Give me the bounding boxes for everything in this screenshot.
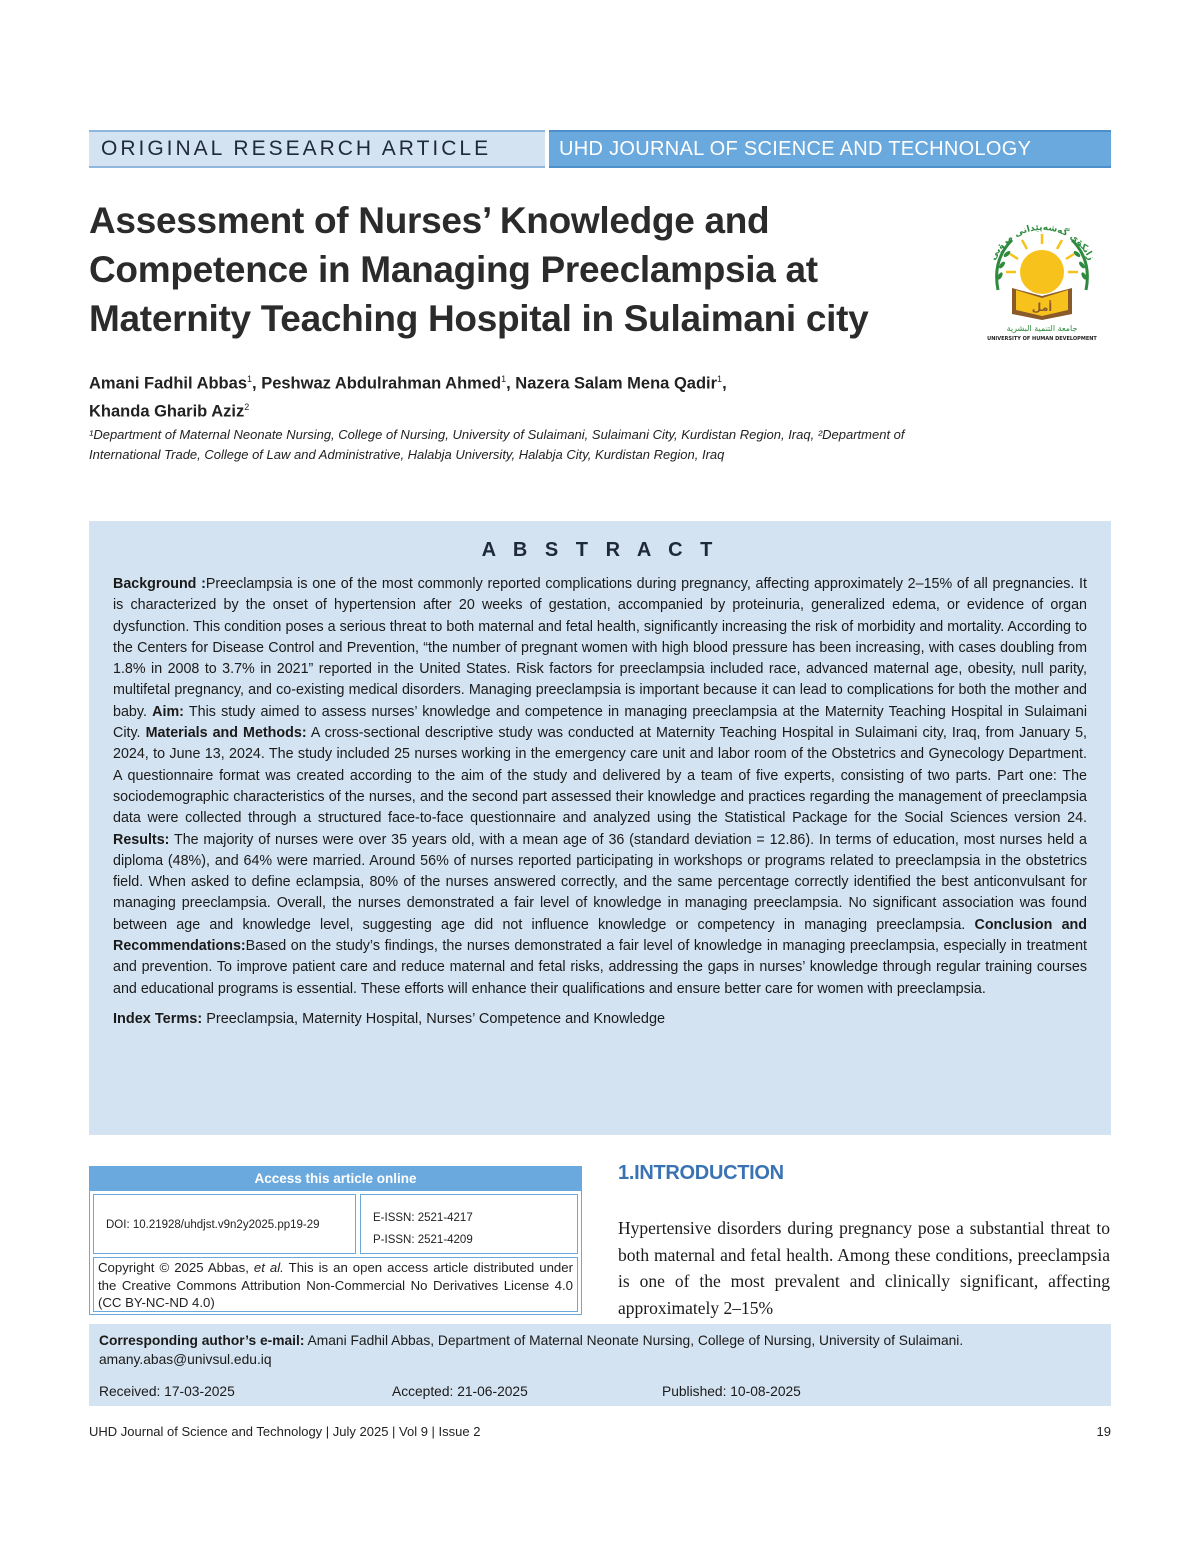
index-terms-text: Preeclampsia, Maternity Hospital, Nurses’ Competence and Knowledge <box>206 1010 666 1027</box>
issn-cell <box>360 1194 578 1254</box>
background-text: Preeclampsia is one of the most commonly reported complications during pregnancy, affecting approximately 2–15% of all pregnancies. It is characterized by the onset of hypertension after 20 weeks of gestation, accompanied by proteinuria, generalized edema, or evidence of organ dysfunction. This condition poses a serious threat to both maternal and fetal health, significantly increasing the risk of morbidity and mortality. According to the Centers for Disease Control and Prevention, “the number of pregnant women with high blood pressure has been increasing, with cases doubling from 1.8% in 2008 to 3.7% in 2021” reported in the United States. Risk factors for preeclampsia included race, advanced maternal age, obesity, null parity, multifetal pregnancy, and co-existing medical disorders. Managing preeclampsia is important because it can lead to complications for both the mother and baby. <box>113 576 1087 720</box>
received-date: Received: 17-03-2025 <box>99 1384 235 1399</box>
author-affiliation-mark: 2 <box>244 401 250 412</box>
journal-header-bar <box>89 130 1111 168</box>
author-separator: , <box>252 374 262 393</box>
index-terms-label: Index Terms: <box>113 1010 203 1027</box>
copyright-post: This is an open access article distributed under the Creative Commons Attribution Non-Commercial No Derivatives License 4.0 (CC BY-NC-ND 4.0) <box>98 1260 573 1310</box>
author-separator: , <box>506 374 516 393</box>
author-list <box>89 368 989 423</box>
author-affiliation-mark: 1 <box>501 374 507 384</box>
results-text: The majority of nurses were over 35 years old, with a mean age of 36 (standard deviation = 12.86). In terms of education, most nurses held a diploma (48%), and 64% were married. Around 56% of nurses reported participating in workshops or programs related to preeclampsia in the obstetrics field. When asked to define eclampsia, 80% of the nurses answered correctly, and the same percentage correctly identified the best anticonvulsant for managing preeclampsia. Overall, the nurses demonstrated a fair level of knowledge in managing preeclampsia. No significant association was found between age and knowledge level, suggesting age did not influence knowledge or competency in managing preeclampsia. <box>113 831 1087 933</box>
author-affiliations: ¹Department of Maternal Neonate Nursing, College of Nursing, University of Sulaimani, Sulaimani City, Kurdistan Region, Iraq, ²Department of International Trade, College of Law and Administrative, Halabja University, Halabja City, Kurdistan Region, Iraq <box>89 427 905 462</box>
corresponding-label: Corresponding author’s e-mail: <box>99 1333 305 1348</box>
copyright-notice <box>93 1257 578 1312</box>
aim-text: This study aimed to assess nurses’ knowledge and competence in managing preeclampsia at the Maternity Teaching Hospital in Sulaimani City. <box>113 703 1087 742</box>
conclusion-label: Conclusion and Recommendations: <box>113 916 1087 955</box>
logo-latin-bottom: UNIVERSITY OF HUMAN DEVELOPMENT <box>987 336 1097 342</box>
article-title: Assessment of Nurses’ Knowledge and Competence in Managing Preeclampsia at Maternity Teaching Hospital in Sulaimani city <box>89 200 869 339</box>
access-heading: Access this article online <box>90 1167 581 1191</box>
abstract-section <box>89 521 1111 1135</box>
introduction-text: Hypertensive disorders during pregnancy pose a substantial threat to both maternal and fetal health. Among these conditions, preeclampsia is one of the most prevalent and clinically significant, affecting approximately 2–15% <box>618 1218 1110 1318</box>
logo-arabic-bottom: جامعة التنمية البشرية <box>1006 324 1078 333</box>
published-date: Published: 10-08-2025 <box>662 1384 801 1399</box>
abstract-body <box>113 574 1087 1000</box>
accepted-date: Accepted: 21-06-2025 <box>392 1384 528 1399</box>
background-label: Background : <box>113 576 206 592</box>
copyright-etal: et al. <box>253 1260 284 1275</box>
introduction-heading: 1.INTRODUCTION <box>618 1162 784 1184</box>
university-logo <box>972 210 1112 346</box>
doi-link[interactable]: DOI: 10.21928/uhdjst.v9n2y2025.pp19-29 <box>93 1194 356 1254</box>
author-separator: , <box>722 374 727 393</box>
abstract-heading: A B S T R A C T <box>481 539 719 561</box>
journal-name-label: UHD JOURNAL OF SCIENCE AND TECHNOLOGY <box>549 130 1111 168</box>
index-terms <box>113 1009 1087 1029</box>
logo-book-text: أمل <box>1031 301 1053 314</box>
page-number: 19 <box>1096 1424 1111 1439</box>
methods-text: A cross-sectional descriptive study was conducted at Maternity Teaching Hospital in Sulaimani city, Iraq, from January 5, 2024, to June 13, 2024. The study included 25 nurses working in the emergency care unit and labor room of the Obstetrics and Gynecology Department. A questionnaire format was created according to the aim of the study and delivered by a team of five experts, consisting of two parts. Part one: The sociodemographic characteristics of the nurses, and the second part assessed their knowledge and practices regarding the management of preeclampsia data were collected through a structured face-to-face questionnaire and analyzed using the Statistical Package for the Social Sciences version 24. <box>113 725 1087 827</box>
logo-arabic-top: زانکۆی گەشەپێدانی مرۆیی <box>988 222 1096 263</box>
page-footer <box>89 1424 1111 1439</box>
aim-label: Aim: <box>152 703 184 720</box>
author-name: Khanda Gharib Aziz <box>89 402 245 420</box>
author-affiliation-mark: 1 <box>717 374 723 384</box>
author-name: Peshwaz Abdulrahman Ahmed <box>261 374 502 393</box>
pissn: P-ISSN: 2521-4209 <box>373 1234 473 1246</box>
correspondence-box <box>89 1324 1111 1406</box>
article-type-label: ORIGINAL RESEARCH ARTICLE <box>89 130 545 168</box>
author-name: Nazera Salam Mena Qadir <box>515 374 718 393</box>
copyright-pre: Copyright © 2025 Abbas, <box>98 1260 249 1275</box>
methods-label: Materials and Methods: <box>145 725 307 742</box>
author-name: Amani Fadhil Abbas <box>89 374 247 393</box>
footer-journal-info: UHD Journal of Science and Technology | July 2025 | Vol 9 | Issue 2 <box>89 1424 481 1439</box>
access-article-box <box>89 1166 582 1315</box>
conclusion-text: Based on the study’s findings, the nurses demonstrated a fair level of knowledge in managing preeclampsia, especially in treatment and prevention. To improve patient care and reduce maternal and fetal risks, addressing the gaps in nurses’ knowledge through regular training courses and educational programs is essential. These efforts will enhance their qualifications and ensure better care for women with preeclampsia. <box>113 938 1087 997</box>
author-affiliation-mark: 1 <box>247 374 253 384</box>
corresponding-text: Amani Fadhil Abbas, Department of Maternal Neonate Nursing, College of Nursing, University of Sulaimani. amany.abas@univsul.edu.iq <box>99 1333 964 1367</box>
results-label: Results: <box>113 831 170 848</box>
eissn: E-ISSN: 2521-4217 <box>373 1212 473 1224</box>
